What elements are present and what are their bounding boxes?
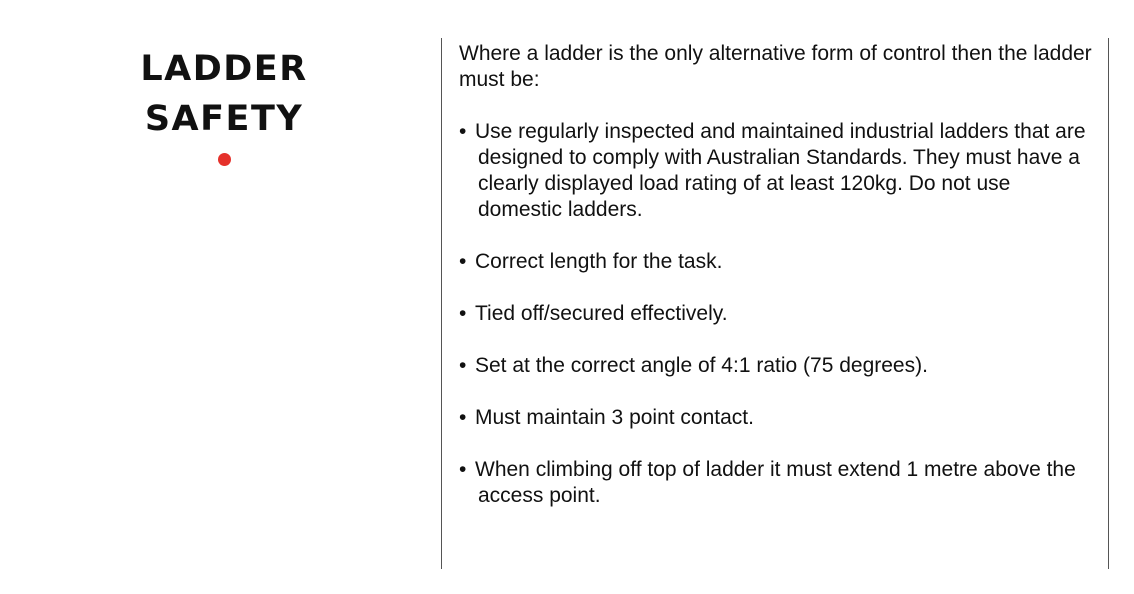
bullet-text: Correct length for the task. bbox=[475, 250, 723, 273]
bullet-item bbox=[459, 119, 1099, 223]
bullet-icon: • bbox=[459, 302, 467, 325]
bullet-item bbox=[459, 301, 1099, 327]
bullet-icon: • bbox=[459, 120, 467, 143]
bullet-icon: • bbox=[459, 250, 467, 273]
bullet-item bbox=[459, 249, 1099, 275]
accent-dot-icon bbox=[218, 153, 231, 166]
bullet-item bbox=[459, 353, 1099, 379]
bullet-icon: • bbox=[459, 406, 467, 429]
bullet-icon: • bbox=[459, 458, 467, 481]
intro-paragraph: Where a ladder is the only alternative form of control then the ladder must be: bbox=[459, 42, 1092, 91]
bullet-text: Must maintain 3 point contact. bbox=[475, 406, 754, 429]
right-divider bbox=[1108, 38, 1109, 569]
bullet-text: Use regularly inspected and maintained industrial ladders that are designed to comply with Australian Standards. They must have a clearly displayed load rating of at least 120kg. Do not use domestic ladders. bbox=[475, 120, 1086, 221]
content-panel bbox=[459, 41, 1099, 509]
page-title-line-1: LADDER bbox=[140, 49, 308, 89]
bullet-item bbox=[459, 405, 1099, 431]
bullet-item bbox=[459, 457, 1099, 509]
bullet-text: Tied off/secured effectively. bbox=[475, 302, 728, 325]
bullet-icon: • bbox=[459, 354, 467, 377]
title-block bbox=[124, 44, 324, 166]
bullet-text: When climbing off top of ladder it must extend 1 metre above the access point. bbox=[475, 458, 1076, 507]
bullet-text: Set at the correct angle of 4:1 ratio (75 degrees). bbox=[475, 354, 928, 377]
left-divider bbox=[441, 38, 442, 569]
page-title-line-2: SAFETY bbox=[144, 99, 304, 139]
